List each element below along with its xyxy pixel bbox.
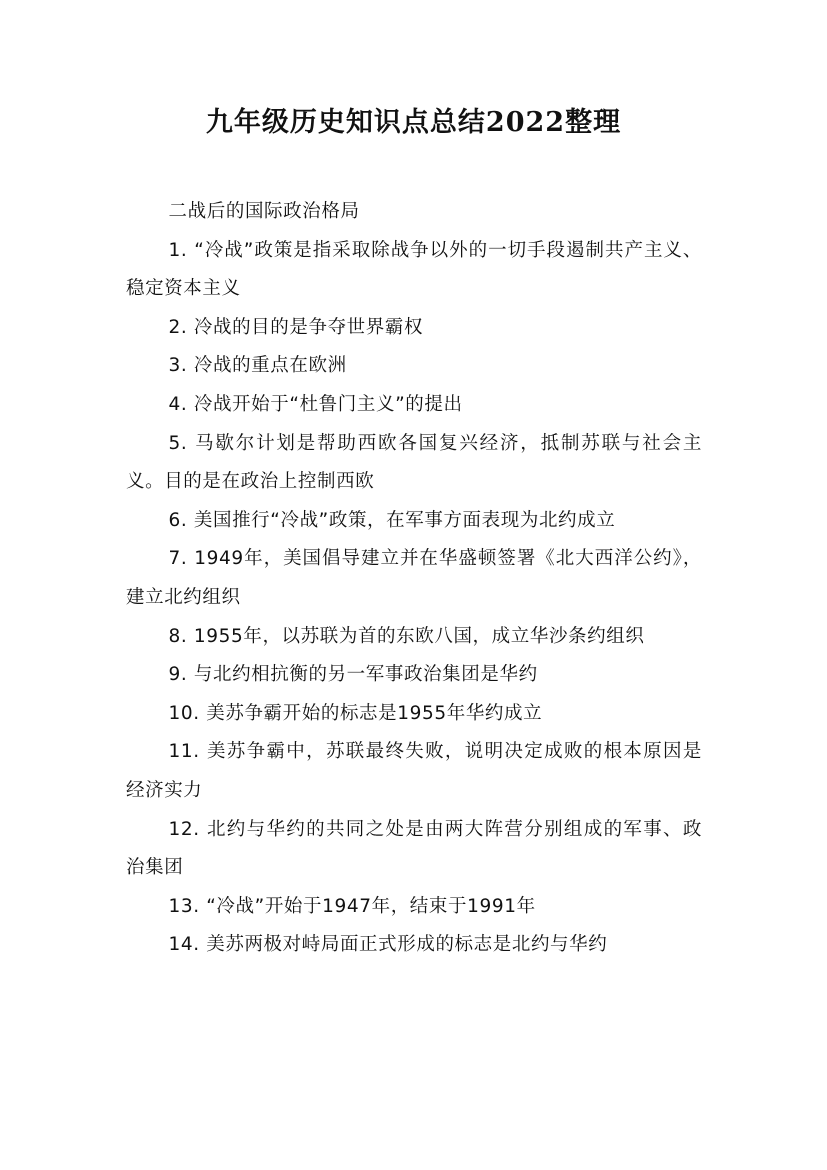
list-item: 11. 美苏争霸中，苏联最终失败，说明决定成败的根本原因是经济实力 bbox=[126, 741, 702, 801]
list-item: 1. “冷战”政策是指采取除战争以外的一切手段遏制共产主义、稳定资本主义 bbox=[126, 239, 702, 300]
list-item: 4. 冷战开始于“杜鲁门主义”的提出 bbox=[168, 393, 463, 415]
list-item: 12. 北约与华约的共同之处是由两大阵营分别组成的军事、政治集团 bbox=[126, 818, 702, 879]
list-item: 10. 美苏争霸开始的标志是1955年华约成立 bbox=[168, 702, 543, 724]
list-item: 5. 马歇尔计划是帮助西欧各国复兴经济，抵制苏联与社会主义。目的是在政治上控制西欧 bbox=[126, 432, 702, 493]
list-item: 7. 1949年，美国倡导建立并在华盛顿签署《北大西洋公约》，建立北约组织 bbox=[126, 548, 702, 608]
list-item: 14. 美苏两极对峙局面正式形成的标志是北约与华约 bbox=[168, 934, 608, 956]
list-item: 2. 冷战的目的是争夺世界霸权 bbox=[168, 316, 424, 338]
document-title: 九年级历史知识点总结2022整理 bbox=[205, 107, 622, 138]
list-item: 3. 冷战的重点在欧洲 bbox=[168, 355, 347, 377]
list-item: 8. 1955年，以苏联为首的东欧八国，成立华沙条约组织 bbox=[168, 625, 645, 647]
document-body bbox=[126, 193, 702, 965]
list-item: 9. 与北约相抗衡的另一军事政治集团是华约 bbox=[168, 664, 538, 686]
list-item: 6. 美国推行“冷战”政策，在军事方面表现为北约成立 bbox=[168, 509, 616, 531]
list-item: 13. “冷战”开始于1947年，结束于1991年 bbox=[168, 895, 536, 917]
section-heading: 二战后的国际政治格局 bbox=[168, 201, 360, 222]
